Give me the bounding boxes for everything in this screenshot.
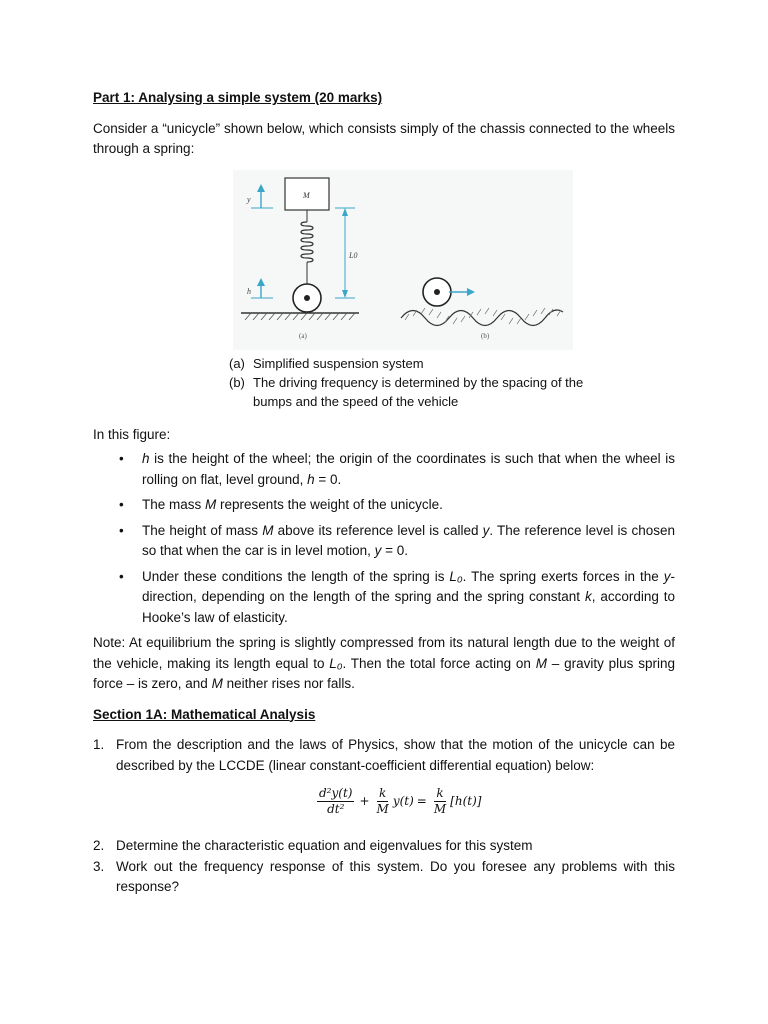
caption-b-label: (b) [229, 374, 245, 390]
l0-label: L0 [349, 250, 358, 260]
bullet-dot: • [119, 522, 124, 538]
h-of-t: [h(t)] [450, 794, 482, 809]
question-item [93, 735, 675, 776]
figure-captions [229, 354, 589, 411]
bullet-dot: • [119, 497, 124, 512]
y-label: y [247, 194, 251, 204]
term2-denominator: M [376, 802, 389, 816]
part-heading: Part 1: Analysing a simple system (20 marks) [93, 90, 383, 105]
figure-bullet-list [93, 449, 675, 628]
mass-label: M [303, 190, 310, 200]
figure-background [233, 170, 573, 350]
section-heading: Section 1A: Mathematical Analysis [93, 706, 316, 722]
k-over-m-rhs [432, 786, 448, 817]
figure-label-b: (b) [481, 331, 490, 340]
bullet-item [93, 495, 675, 516]
bullet-item [93, 567, 675, 629]
term2-numerator: k [379, 786, 387, 800]
equals-operator: = [416, 794, 427, 809]
question-number: 3. [93, 858, 105, 874]
question-text: From the description and the laws of Physics, show that the motion of the unicycle can be described by the LCCDE (linear constant-coefficient differential equation) below: [116, 737, 675, 773]
intro-paragraph: Consider a “unicycle” shown below, which consists simply of the chassis connected to the wheels through a spring: [93, 120, 675, 156]
in-this-figure: In this figure: [93, 426, 171, 442]
term3-denominator: M [433, 802, 447, 816]
question-text: Work out the frequency response of this system. Do you foresee any problems with this response? [116, 858, 675, 894]
question-list-continued [93, 836, 675, 898]
caption-a [229, 354, 589, 373]
bullet-text: The height of mass M above its reference level is called y. The reference level is chosen so that when the car is in level motion, y = 0. [142, 522, 675, 558]
caption-a-label: (a) [229, 355, 245, 371]
lccde-equation [93, 780, 675, 836]
document-page [93, 88, 675, 898]
unicycle-figure [93, 170, 675, 352]
figure-label-a: (a) [299, 331, 307, 340]
bullet-text: Under these conditions the length of the spring is L₀. The spring exerts forces in the y-direction, depending on the length of the spring and the spring constant k, according to Hooke’s law of elasticity. [142, 568, 676, 625]
question-number: 2. [93, 838, 105, 853]
caption-b-text: The driving frequency is determined by the spacing of the bumps and the speed of the vehicle [253, 374, 584, 409]
unicycle-diagram [233, 170, 573, 350]
question-item [93, 857, 675, 898]
bullet-item [93, 449, 675, 490]
bullet-text: The mass M represents the weight of the unicycle. [142, 497, 443, 512]
bullet-dot: • [119, 451, 124, 466]
term1-denominator: dt² [327, 802, 345, 816]
term1-numerator: d²y(t) [319, 786, 353, 800]
k-over-m-term [375, 786, 391, 817]
y-of-t: y(t) [392, 794, 414, 809]
wheel-a-hub [304, 295, 310, 301]
bullet-text: h is the height of the wheel; the origin of the coordinates is such that when the wheel is rolling on flat, level ground, h = 0. [142, 451, 675, 487]
equilibrium-note: Note: At equilibrium the spring is slightly compressed from its natural length due to the weight of the vehicle, making its length equal to L₀. Then the total force acting on M – gravity plus spring force – is zero, and M neither rises nor falls. [93, 635, 675, 691]
plus-operator: + [359, 794, 370, 809]
question-item [93, 836, 675, 857]
question-number: 1. [93, 737, 105, 752]
bullet-item [93, 521, 675, 562]
question-text: Determine the characteristic equation and eigenvalues for this system [116, 838, 533, 853]
term3-numerator: k [436, 786, 444, 800]
second-derivative-term [317, 786, 354, 817]
caption-a-text: Simplified suspension system [253, 355, 424, 371]
h-label: h [247, 286, 251, 296]
caption-b [229, 373, 589, 411]
wheel-b-hub [434, 289, 440, 295]
question-list [93, 735, 675, 776]
bullet-dot: • [119, 568, 124, 584]
